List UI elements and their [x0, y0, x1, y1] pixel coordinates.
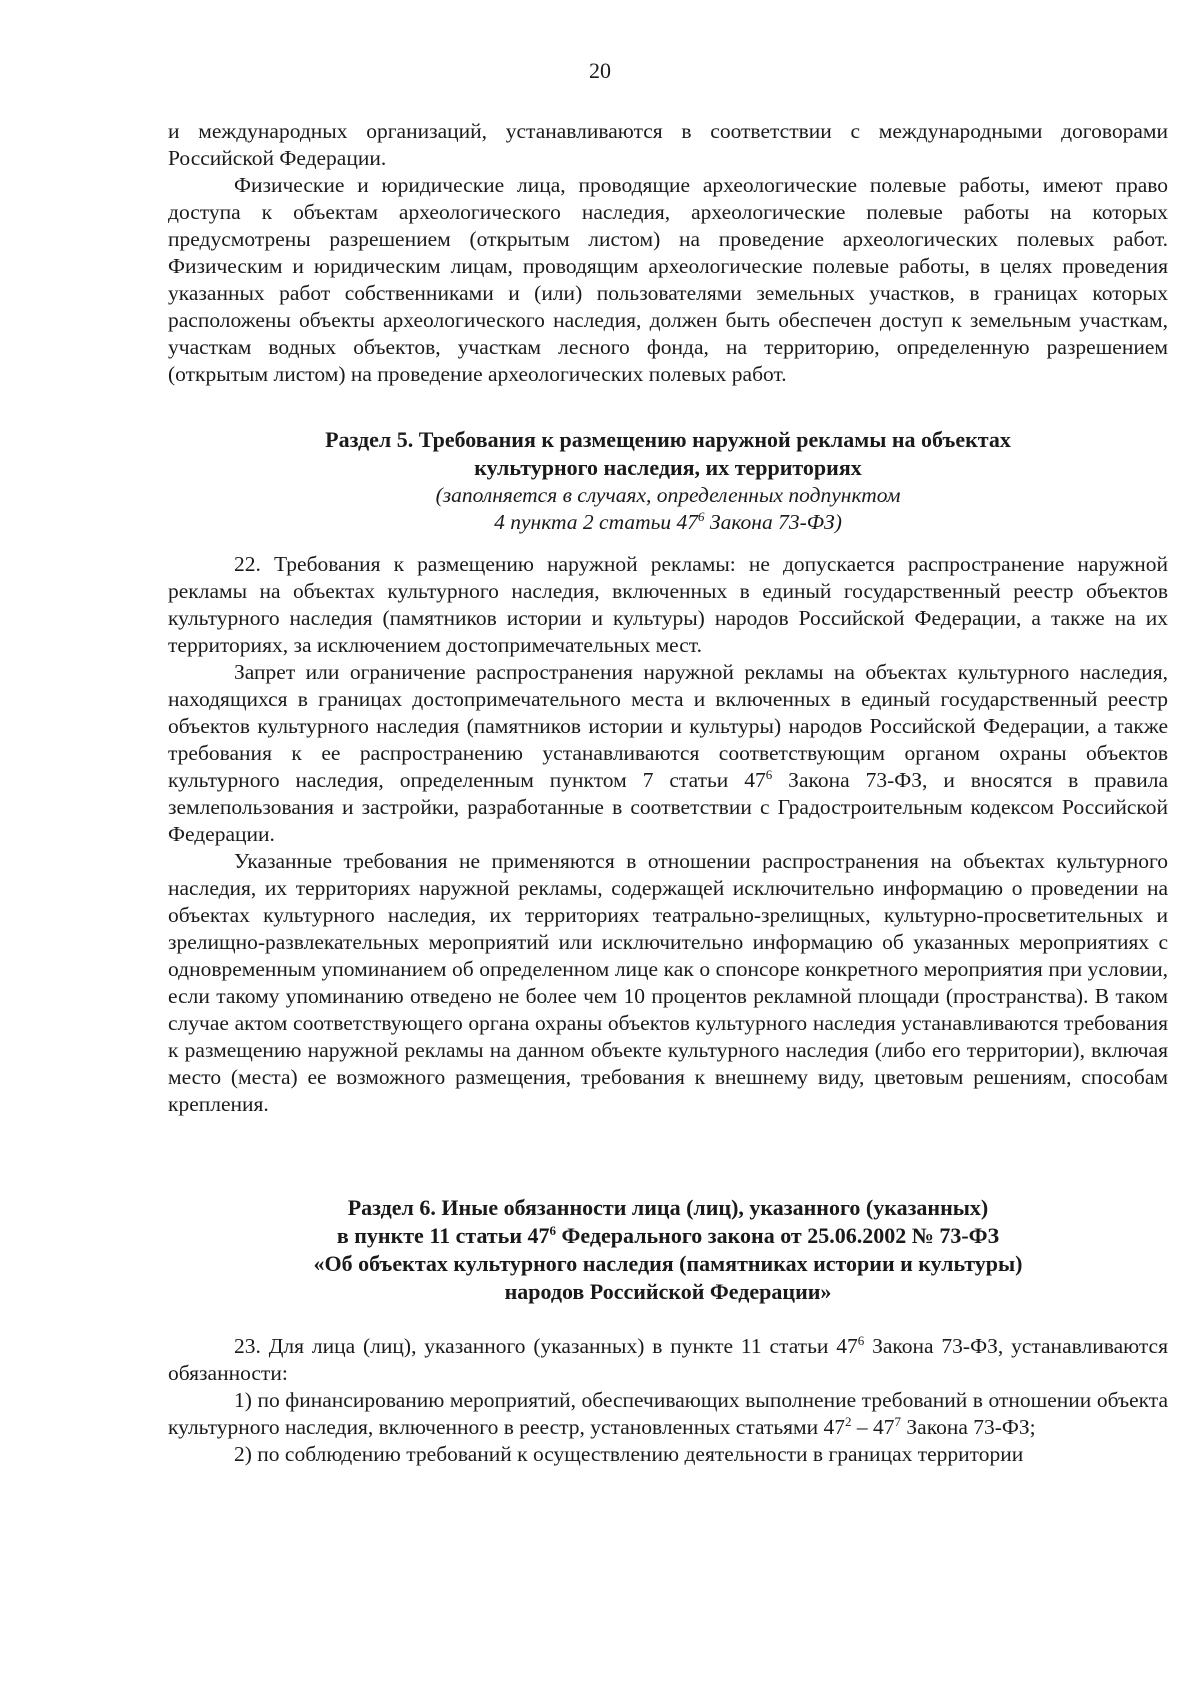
paragraph-22-restriction-sup: 6 [765, 767, 773, 782]
section-5-title-line1: Раздел 5. Требования к размещению наружной рекламы на объектах [325, 427, 1011, 452]
section-5-title-line2: культурного наследия, их территориях [474, 455, 862, 480]
paragraph-23-a: 23. Для лица (лиц), указанного (указанных) в пункте 11 статьи 47 [234, 1334, 858, 1358]
page-number: 20 [589, 58, 611, 83]
paragraph-22: 22. Требования к размещению наружной рекламы: не допускается распространение наружной рекламы на объектах культурного наследия, включенных в единый государственный реестр объектов культурного наследия (памятников истории и культуры) народов Российской Федерации, а также на их территориях, за исключением достопримечательных мест. [168, 552, 1168, 657]
section-6-line2-b: Федерального закона от 25.06.2002 № 73-ФЗ [556, 1223, 1000, 1248]
obligation-item-1-b: Закона 73-ФЗ; [901, 1415, 1036, 1439]
paragraph-22-restriction [168, 659, 1168, 848]
obligation-item-1-mid: – 47 [851, 1415, 895, 1439]
obligation-item-1-a: 1) по финансированию мероприятий, обеспечивающих выполнение требований в отношении объекта культурного наследия, включенного в реестр, установленных статьями 47 [168, 1388, 1168, 1439]
note-text-a: 4 пункта 2 статьи 47 [494, 510, 699, 534]
paragraph-23-sup: 6 [857, 1333, 865, 1348]
obligation-item-2: 2) по соблюдению требований к осуществлению деятельности в границах территории [234, 1442, 1024, 1466]
paragraph-archaeological-access: Физические и юридические лица, проводящие археологические полевые работы, имеют право доступа к объектам археологического наследия, археологические полевые работы на которых предусмотрены разрешением (открытым листом) на проведение археологических полевых работ. Физическим и юридическим лицам, проводящим археологические полевые работы, в целях проведения указанных работ собственниками и (или) пользователями земельных участков, в границах которых расположены объекты археологического наследия, должен быть обеспечен доступ к земельным участкам, участкам водных объектов, участкам лесного фонда, на территорию, определенную разрешением (открытым листом) на проведение археологических полевых работ. [168, 173, 1168, 386]
obligation-item-1 [168, 1387, 1168, 1441]
text-block-archaeology [168, 118, 1168, 388]
paragraph-international: и международных организаций, устанавливаются в соответствии с международными договорами Российской Федерации. [168, 119, 1168, 170]
section-6-line3: «Об объектах культурного наследия (памятниках истории и культуры) [313, 1251, 1023, 1276]
section-6-heading [168, 1194, 1168, 1306]
note-superscript: 6 [698, 509, 705, 524]
obligation-item-1-sup1: 2 [845, 1414, 852, 1429]
section-6-line2 [168, 1222, 1168, 1250]
paragraph-22-restriction-b: Закона 73-ФЗ, и вносятся в правила землепользования и застройки, разработанные в соответствии с Градостроительным кодексом Российской Федерации. [168, 768, 1169, 846]
paragraph-23 [168, 1333, 1168, 1387]
section-5-note-line1: (заполняется в случаях, определенных подпунктом [435, 483, 901, 507]
section-6-line2-a: в пункте 11 статьи 47 [336, 1223, 550, 1248]
section-5-heading [168, 426, 1168, 536]
section-6-line2-sup: 6 [549, 1223, 556, 1238]
paragraph-22-exceptions: Указанные требования не применяются в отношении распространения на объектах культурного наследия, их территориях наружной рекламы, содержащей исключительно информацию о проведении на объектах культурного наследия, их территориях театрально-зрелищных, культурно-просветительных и зрелищно-развлекательных мероприятий или исключительно информацию об указанных мероприятиях с одновременным упоминанием об определенном лице как о спонсоре конкретного мероприятия при условии, если такому упоминанию отведено не более чем 10 процентов рекламной площади (пространства). В таком случае актом соответствующего органа охраны объектов культурного наследия устанавливаются требования к размещению наружной рекламы на данном объекте культурного наследия (либо его территории), включая место (места) ее возможного размещения, требования к внешнему виду, цветовым решениям, способам крепления. [168, 849, 1168, 1116]
section-5-note-line2 [168, 509, 1168, 536]
text-block-advertising [168, 551, 1168, 1118]
note-text-b: Закона 73-ФЗ) [704, 510, 842, 534]
paragraph-23-b: Закона 73-ФЗ, устанавливаются обязанности: [168, 1334, 1168, 1385]
text-block-obligations [168, 1333, 1168, 1468]
obligation-item-1-sup2: 7 [894, 1414, 902, 1429]
section-6-line1: Раздел 6. Иные обязанности лица (лиц), указанного (указанных) [347, 1195, 989, 1220]
paragraph-22-restriction-a: Запрет или ограничение распространения наружной рекламы на объектах культурного наследия, находящихся в границах достопримечательного места и включенных в единый государственный реестр объектов культурного наследия (памятников истории и культуры) народов Российской Федерации, а также требования к ее распространению устанавливаются соответствующим органом охраны объектов культурного наследия, определенным пунктом 7 статьи 47 [168, 660, 1168, 792]
section-6-line4: народов Российской Федерации» [504, 1279, 832, 1304]
